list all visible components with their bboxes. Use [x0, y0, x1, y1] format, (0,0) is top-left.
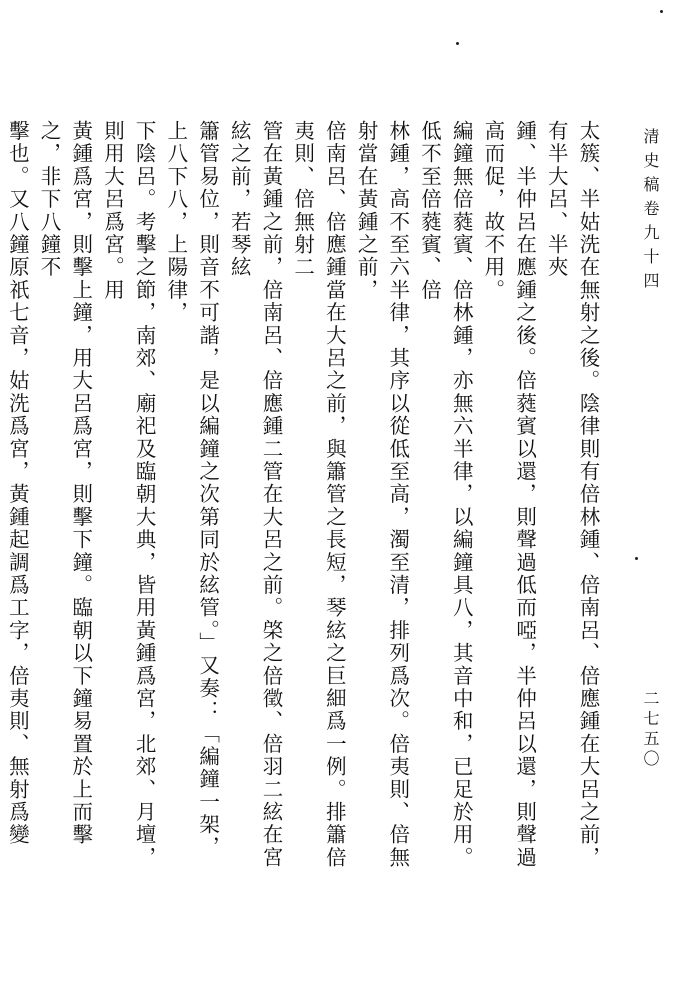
text-column: 簫管易位，則音不可諧，是以編鐘之次第同於絃管。」又奏：「編鐘一架，上八下八，上陽律，: [163, 120, 220, 859]
text-column: 下陰呂。考擊之節，南郊、廟祀及臨朝大典，皆用黃鍾爲宮，北郊、月壇，則用大呂爲宮。用: [100, 120, 157, 870]
text-column: 鍾、半仲呂在應鍾之後。倍蕤賓以還，則聲過低而啞，半仲呂以還，則聲過高而促，故不用。: [480, 120, 537, 870]
scan-speck: [635, 557, 638, 560]
text-column: 編鐘無倍蕤賓、倍林鍾，亦無六半律，以編鐘具八，其音中和，已足於用。低不至倍蕤賓、倍: [417, 120, 474, 870]
text-column: 倍南呂、倍應鍾當在大呂之前，與簫管之長短，琴絃之巨細爲一例。排簫倍夷則、倍無射二: [290, 120, 347, 870]
text-column: 管在黃鍾之前，倍南呂、倍應鍾二管在大呂之前。棨之倍徵、倍羽二絃在宮絃之前，若琴絃: [227, 120, 283, 870]
scan-speck: [660, 10, 663, 13]
text-column: 太簇、半姑洗在無射之後。陰律則有倍林鍾、倍南呂、倍應鍾在大呂之前，有半大呂、半夾: [544, 120, 600, 870]
text-column: 黃鍾爲宮，則擊上鐘，用大呂爲宮，則擊下鐘。臨朝以下鐘易置於上而擊之，非下八鐘不: [37, 120, 93, 847]
scan-speck: [456, 42, 459, 45]
page-number: 二七五〇: [641, 690, 660, 770]
text-column: 擊也。又八鐘原祇七音，姑洗爲宮，黃鍾起調爲工字，倍夷則、無射爲變: [5, 120, 30, 847]
running-title: 清史稿卷九十四: [641, 128, 660, 296]
main-text-block: [5, 120, 603, 880]
text-column: 林鍾，高不至六半律，其序以從低至高，濁至清，排列爲次。倍夷則、倍無射當在黃鍾之前，: [354, 120, 410, 870]
